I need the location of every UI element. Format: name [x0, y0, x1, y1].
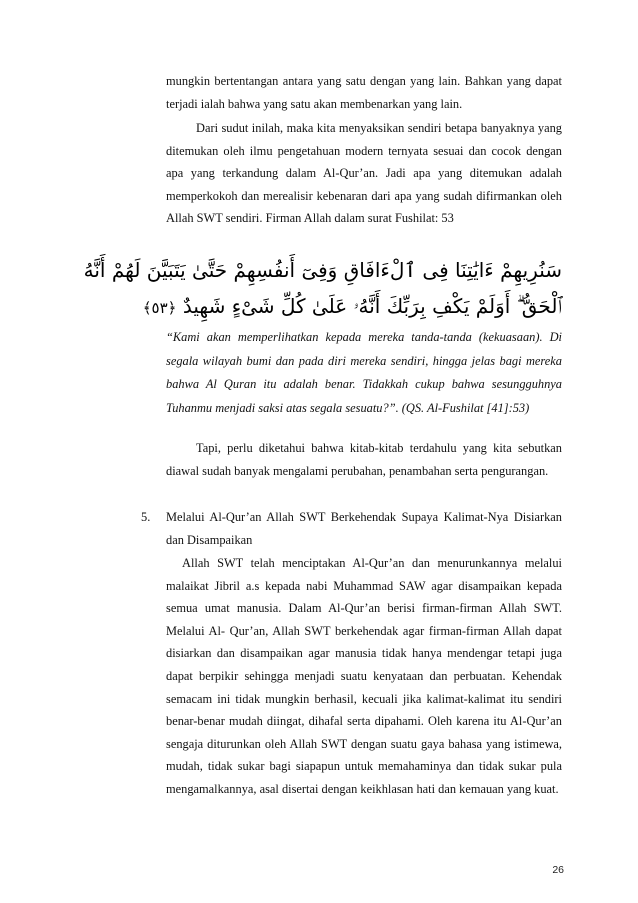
quran-verse-line-2 [142, 288, 562, 326]
quran-verse-line-1: سَنُرِيهِمْ ءَايَٰتِنَا فِى ٱلْءَافَاقِ وَفِىٓ أَنفُسِهِمْ حَتَّىٰ يَتَبَيَّنَ لَهُمْ أَنَّهُ [83, 258, 562, 282]
paragraph-quran-revelation-text: Allah SWT telah menciptakan Al-Qur’an dan menurunkannya melalui malaikat Jibril a.s kepada nabi Muhammad SAW agar disampaikan kepada semua umat manusia. Dalam Al-Qur’an berisi firman-firman Allah SWT. Melalui Al- Qur’an, Allah SWT berkehendak agar firman-firman Allah dapat disiarkan dan disampaikan agar manusia tidak hanya mendengar tetapi juga dapat berpikir sehingga menjadi suatu kenyataan dan perbuatan. Kehendak semacam ini tidak mungkin berhasil, kecuali jika kalimat-kalimat itu sendiri benar-benar mudah diingat, dihafal serta dipahami. Oleh karena itu Al-Qur’an sengaja diturunkan oleh Allah SWT dengan suatu gaya bahasa yang istimewa, mudah, tidak sukar bagi siapapun untuk memahaminya dan tidak sukar pula mengamalkannya, asal disertai dengan keikhlasan hati dan kemauan yang kuat. [166, 556, 562, 796]
list-item-heading: Melalui Al-Qur’an Allah SWT Berkehendak Supaya Kalimat-Nya Disiarkan dan Disampaikan [166, 510, 562, 547]
ayah-number-marker: ﴿٥٣﴾ [142, 299, 177, 317]
quran-verse-line-2-text: ٱلْحَقُّ ۗ أَوَلَمْ يَكْفِ بِرَبِّكَ أَنَّهُۥ عَلَىٰ كُلِّ شَىْءٍ شَهِيدٌ [182, 294, 562, 318]
page-number: 26 [552, 864, 564, 876]
paragraph-continuation: mungkin bertentangan antara yang satu dengan yang lain. Bahkan yang dapat terjadi ialah bahwa yang satu akan membenarkan yang lain. [166, 74, 562, 111]
paragraph-discovery-text: Dari sudut inilah, maka kita menyaksikan sendiri betapa banyaknya yang ditemukan oleh ilmu pengetahuan modern ternyata sesuai dan cocok dengan apa yang terkandung dalam Al-Qur’an. Jadi apa yang ditemukan adalah memperkokoh dan merealisir kebenaran dari apa yang sudah difirmankan oleh Allah SWT sendiri. Firman Allah dalam surat Fushilat: 53 [166, 121, 562, 226]
paragraph-previous-books [166, 437, 562, 482]
paragraph-previous-books-text: Tapi, perlu diketahui bahwa kitab-kitab terdahulu yang kita sebutkan diawal sudah banyak mengalami perubahan, penambahan serta pengurangan. [166, 441, 562, 478]
paragraph-discovery [166, 117, 562, 230]
list-item-5 [141, 506, 562, 551]
list-item-number: 5. [141, 510, 151, 524]
verse-translation: “Kami akan memperlihatkan kepada mereka tanda-tanda (kekuasaan). Di segala wilayah bumi dan pada diri mereka sendiri, hingga jelas bagi mereka bahwa Al Quran itu adalah benar. Tidakkah cukup bahwa sesungguhnya Tuhanmu menjadi saksi atas segala sesuatu?”. (QS. Al-Fushilat [41]:53) [166, 330, 562, 415]
quran-verse [83, 252, 562, 326]
paragraph-quran-revelation [166, 552, 562, 801]
